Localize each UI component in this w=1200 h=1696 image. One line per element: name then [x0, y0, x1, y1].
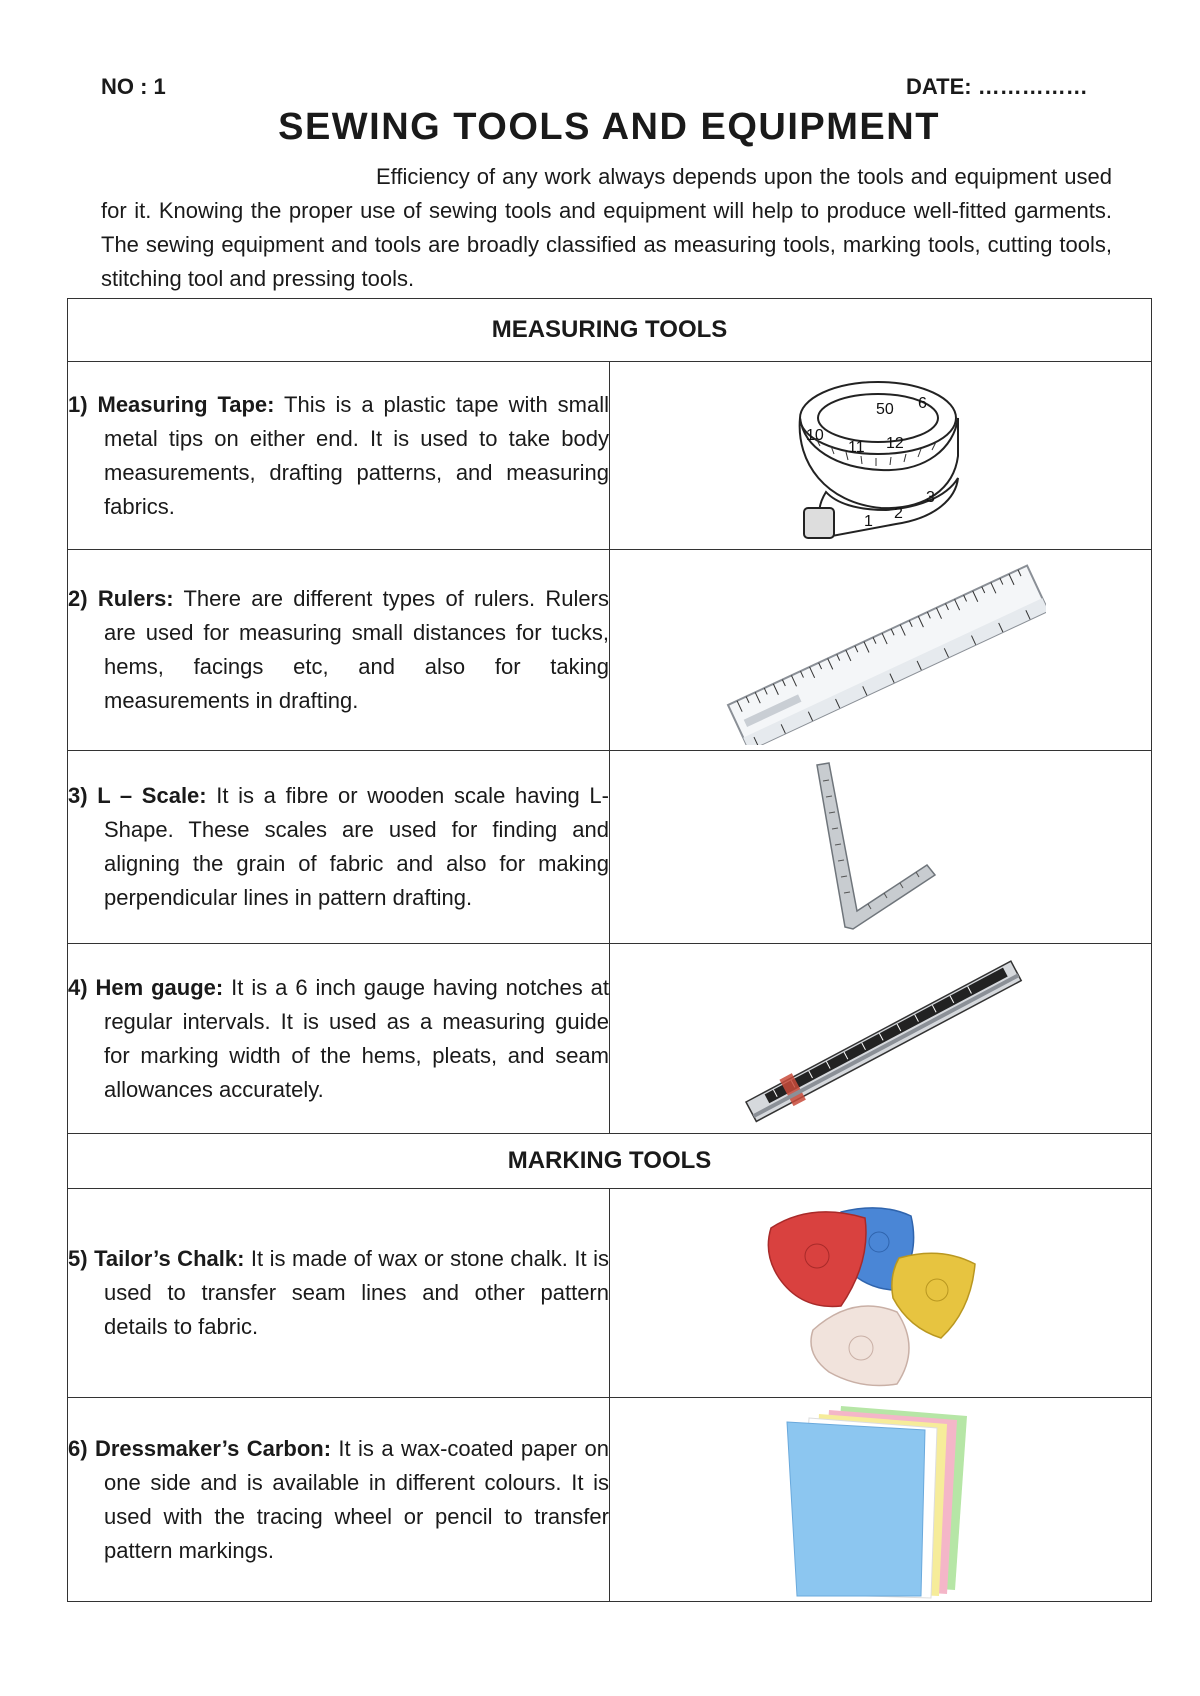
tool-row-tailors-chalk [68, 1189, 1152, 1398]
intro-paragraph: Efficiency of any work always depends upon the tools and equipment used for it. Knowing the proper use of sewing tools and equipment will help to produce well-fitted garments. The sewing equipment and tools are broadly classified as measuring tools, marking tools, cutting tools, stitching tool and pressing tools. [101, 164, 1112, 291]
measuring-tools-heading: MEASURING TOOLS [68, 299, 1152, 362]
tool-description [68, 362, 610, 550]
tool-row-dressmakers-carbon [68, 1398, 1152, 1602]
dressmakers-carbon-image [781, 1400, 981, 1600]
tool-row-measuring-tape [68, 362, 1152, 550]
tool-description [68, 1398, 610, 1602]
tool-image-cell [610, 1398, 1152, 1602]
tool-text: There are different types of rulers. Rulers are used for measuring small distances for tucks, hems, facings etc, and also for taking measurements in drafting. [104, 586, 609, 713]
tool-image-cell [610, 362, 1152, 550]
tailors-chalk-image [761, 1198, 1001, 1388]
item-number: 3) [68, 783, 88, 808]
tool-image-cell [610, 751, 1152, 944]
tool-image-cell [610, 550, 1152, 751]
tool-name: Tailor’s Chalk: [94, 1246, 245, 1271]
marking-tools-heading: MARKING TOOLS [68, 1134, 1152, 1189]
tool-text: This is a plastic tape with small metal tips on either end. It is used to take body measurements, drafting patterns, and measuring fabrics. [104, 391, 609, 519]
tool-name: Rulers: [97, 586, 174, 611]
sheet-number: NO : 1 [101, 74, 166, 99]
tape-mark-3: 3 [925, 488, 935, 506]
tool-text: It is a fibre or wooden scale having L- Shape. These scales are used for finding and aligning the grain of fabric and also for making perpendicular lines in pattern drafting. [104, 783, 609, 910]
tool-description [68, 751, 610, 944]
tools-table [67, 298, 1152, 1602]
section-heading-row [68, 299, 1152, 362]
tape-mark-6: 6 [917, 394, 927, 412]
tape-mark-2: 2 [893, 504, 903, 522]
tool-row-hem-gauge [68, 944, 1152, 1134]
tool-name: Measuring Tape: [97, 391, 275, 417]
tool-description [68, 550, 610, 751]
tool-description [68, 1189, 610, 1398]
tape-mark-1: 1 [863, 512, 873, 530]
tool-name: L – Scale: [97, 783, 207, 808]
tape-mark-50: 50 [875, 400, 894, 418]
item-number: 6) [68, 1435, 88, 1461]
tool-name: Dressmaker’s Carbon: [94, 1435, 332, 1461]
hem-gauge-image [736, 954, 1026, 1124]
item-number: 1) [68, 391, 88, 417]
ruler-image [716, 555, 1046, 745]
section-heading-row [68, 1134, 1152, 1189]
tool-text: It is a 6 inch gauge having notches at regular intervals. It is used as a measuring guide for marking width of the hems, pleats, and seam allowances accurately. [104, 974, 609, 1102]
item-number: 4) [68, 974, 88, 1000]
tool-text: It is a wax-coated paper on one side and is available in different colours. It is used with the tracing wheel or pencil to transfer pattern markings. [104, 1435, 609, 1563]
date-field: DATE: …………… [906, 74, 1088, 99]
tape-mark-12: 12 [885, 434, 904, 452]
item-number: 5) [68, 1246, 88, 1271]
tool-description [68, 944, 610, 1134]
tool-name: Hem gauge: [95, 974, 224, 1000]
tool-image-cell [610, 944, 1152, 1134]
tool-image-cell [610, 1189, 1152, 1398]
measuring-tape-image [786, 368, 976, 544]
tool-row-l-scale [68, 751, 1152, 944]
l-scale-image [811, 761, 951, 933]
page-title: SEWING TOOLS AND EQUIPMENT [278, 106, 940, 148]
item-number: 2) [68, 586, 88, 611]
tape-mark-11: 11 [847, 438, 865, 456]
tape-mark-10: 10 [805, 426, 824, 444]
tool-text: It is made of wax or stone chalk. It is used to transfer seam lines and other pattern details to fabric. [104, 1246, 609, 1339]
tool-row-rulers [68, 550, 1152, 751]
